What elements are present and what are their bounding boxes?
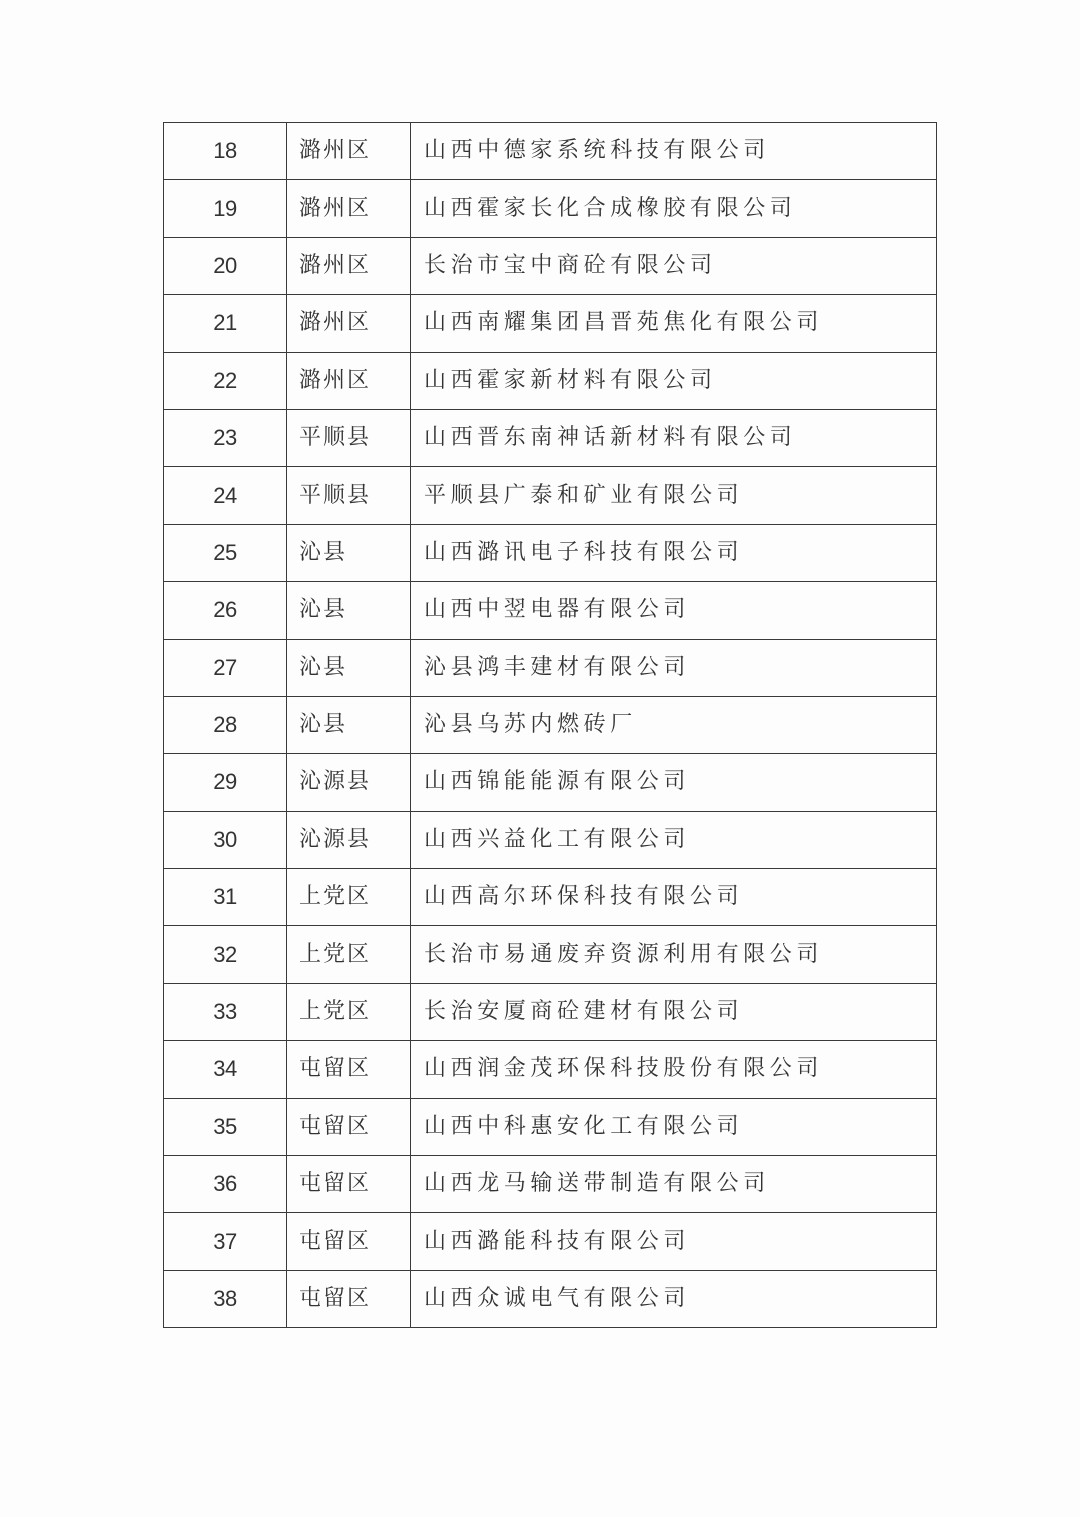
region-cell: 屯留区 [287,1041,411,1098]
region-cell: 沁县 [287,582,411,639]
row-number: 18 [164,123,287,180]
table-row [164,180,937,237]
region-cell: 屯留区 [287,1270,411,1327]
region-cell: 沁县 [287,639,411,696]
row-number: 33 [164,983,287,1040]
table-row [164,696,937,753]
row-number: 29 [164,754,287,811]
region-cell: 潞州区 [287,237,411,294]
company-name-cell: 山西中科惠安化工有限公司 [411,1098,937,1155]
row-number: 38 [164,1270,287,1327]
company-name-cell: 平顺县广泰和矿业有限公司 [411,467,937,524]
company-list-table [163,122,937,1328]
company-name-cell: 长治市宝中商砼有限公司 [411,237,937,294]
row-number: 35 [164,1098,287,1155]
table-row [164,754,937,811]
company-name-cell: 山西霍家长化合成橡胶有限公司 [411,180,937,237]
region-cell: 潞州区 [287,180,411,237]
company-name-cell: 山西锦能能源有限公司 [411,754,937,811]
table-row [164,237,937,294]
region-cell: 潞州区 [287,352,411,409]
company-name-cell: 山西龙马输送带制造有限公司 [411,1156,937,1213]
table-row [164,524,937,581]
row-number: 24 [164,467,287,524]
row-number: 19 [164,180,287,237]
company-name-cell: 山西霍家新材料有限公司 [411,352,937,409]
table-row [164,811,937,868]
table-row [164,926,937,983]
table-row [164,1098,937,1155]
region-cell: 潞州区 [287,123,411,180]
company-name-cell: 沁县乌苏内燃砖厂 [411,696,937,753]
company-name-cell: 山西晋东南神话新材料有限公司 [411,409,937,466]
company-name-cell: 山西南耀集团昌晋苑焦化有限公司 [411,295,937,352]
row-number: 23 [164,409,287,466]
region-cell: 沁县 [287,524,411,581]
region-cell: 沁县 [287,696,411,753]
company-name-cell: 山西中德家系统科技有限公司 [411,123,937,180]
table-row [164,1213,937,1270]
company-name-cell: 山西高尔环保科技有限公司 [411,869,937,926]
region-cell: 沁源县 [287,754,411,811]
table-row [164,582,937,639]
row-number: 34 [164,1041,287,1098]
table-row [164,295,937,352]
region-cell: 上党区 [287,983,411,1040]
row-number: 27 [164,639,287,696]
region-cell: 平顺县 [287,409,411,466]
table-row [164,1156,937,1213]
region-cell: 潞州区 [287,295,411,352]
row-number: 31 [164,869,287,926]
company-name-cell: 山西众诚电气有限公司 [411,1270,937,1327]
region-cell: 上党区 [287,926,411,983]
row-number: 21 [164,295,287,352]
table-row [164,352,937,409]
company-name-cell: 长治安厦商砼建材有限公司 [411,983,937,1040]
table-row [164,1270,937,1327]
table-row [164,1041,937,1098]
region-cell: 屯留区 [287,1098,411,1155]
row-number: 32 [164,926,287,983]
table-row [164,123,937,180]
company-name-cell: 长治市易通废弃资源利用有限公司 [411,926,937,983]
company-name-cell: 山西潞讯电子科技有限公司 [411,524,937,581]
company-name-cell: 山西润金茂环保科技股份有限公司 [411,1041,937,1098]
row-number: 30 [164,811,287,868]
table-row [164,869,937,926]
company-name-cell: 山西潞能科技有限公司 [411,1213,937,1270]
table-row [164,639,937,696]
row-number: 25 [164,524,287,581]
region-cell: 上党区 [287,869,411,926]
region-cell: 沁源县 [287,811,411,868]
row-number: 28 [164,696,287,753]
region-cell: 屯留区 [287,1213,411,1270]
table-row [164,409,937,466]
company-name-cell: 山西中翌电器有限公司 [411,582,937,639]
company-name-cell: 沁县鸿丰建材有限公司 [411,639,937,696]
row-number: 37 [164,1213,287,1270]
company-name-cell: 山西兴益化工有限公司 [411,811,937,868]
table-row [164,467,937,524]
row-number: 26 [164,582,287,639]
table-row [164,983,937,1040]
row-number: 20 [164,237,287,294]
region-cell: 平顺县 [287,467,411,524]
row-number: 36 [164,1156,287,1213]
row-number: 22 [164,352,287,409]
region-cell: 屯留区 [287,1156,411,1213]
